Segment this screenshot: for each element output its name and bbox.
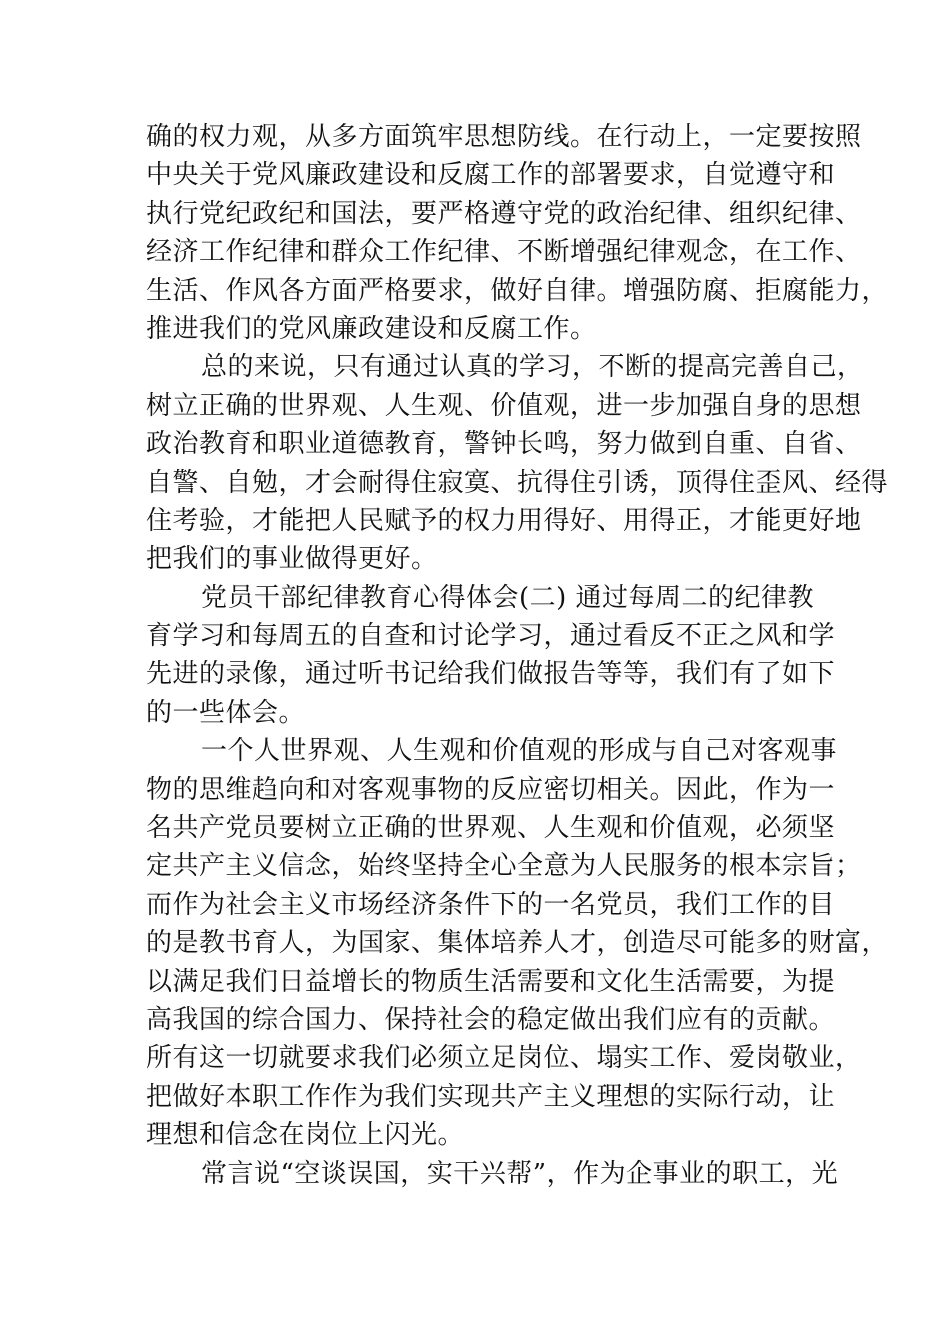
text-line: 名共产党员要树立正确的世界观、人生观和价值观，必须坚 xyxy=(146,813,836,844)
text-line: 自警、自勉，才会耐得住寂寞、抗得住引诱，顶得住歪风、经得 xyxy=(146,467,889,498)
document-body xyxy=(146,118,889,1193)
text-line: 物的思维趋向和对客观事物的反应密切相关。因此，作为一 xyxy=(146,774,836,805)
text-line: 所有这一切就要求我们必须立足岗位、塌实工作、爱岗敬业， xyxy=(146,1043,862,1074)
text-line: 以满足我们日益增长的物质生活需要和文化生活需要，为提 xyxy=(146,966,836,997)
text-line: 政治教育和职业道德教育，警钟长鸣，努力做到自重、自省、 xyxy=(146,429,862,460)
text-line: 理想和信念在岗位上闪光。 xyxy=(146,1120,465,1151)
text-line: 确的权力观，从多方面筑牢思想防线。在行动上，一定要按照 xyxy=(146,122,862,152)
paragraph-first-line: 党员干部纪律教育心得体会(二) 通过每周二的纪律教 xyxy=(201,582,815,613)
text-line: 树立正确的世界观、人生观、价值观，进一步加强自身的思想 xyxy=(146,390,862,421)
text-line: 推进我们的党风廉政建设和反腐工作。 xyxy=(146,313,597,344)
paragraph-first-line: 一个人世界观、人生观和价值观的形成与自己对客观事 xyxy=(201,736,838,767)
text-line: 住考验，才能把人民赋予的权力用得好、用得正，才能更好地 xyxy=(146,505,862,536)
text-line: 的一些体会。 xyxy=(146,697,306,728)
text-line: 把我们的事业做得更好。 xyxy=(146,544,438,575)
paragraph-first-line: 常言说“空谈误国，实干兴帮”，作为企事业的职工，光 xyxy=(201,1158,839,1189)
text-line: 生活、作风各方面严格要求，做好自律。增强防腐、拒腐能力， xyxy=(146,275,889,306)
text-line: 经济工作纪律和群众工作纪律、不断增强纪律观念，在工作、 xyxy=(146,237,862,268)
paragraph-first-line: 总的来说，只有通过认真的学习，不断的提高完善自己， xyxy=(201,352,864,383)
text-line: 高我国的综合国力、保持社会的稳定做出我们应有的贡献。 xyxy=(146,1004,836,1035)
text-line: 中央关于党风廉政建设和反腐工作的部署要求，自觉遵守和 xyxy=(146,160,836,191)
text-line: 执行党纪政纪和国法，要严格遵守党的政治纪律、组织纪律、 xyxy=(146,198,862,229)
text-line: 先进的录像，通过听书记给我们做报告等等，我们有了如下 xyxy=(146,659,836,690)
text-line: 的是教书育人，为国家、集体培养人才，创造尽可能多的财富， xyxy=(146,928,889,959)
text-line: 育学习和每周五的自查和讨论学习，通过看反不正之风和学 xyxy=(146,621,836,652)
text-line: 定共产主义信念，始终坚持全心全意为人民服务的根本宗旨； xyxy=(146,851,862,882)
text-line: 而作为社会主义市场经济条件下的一名党员，我们工作的目 xyxy=(146,889,836,920)
text-line: 把做好本职工作作为我们实现共产主义理想的实际行动，让 xyxy=(146,1081,836,1112)
